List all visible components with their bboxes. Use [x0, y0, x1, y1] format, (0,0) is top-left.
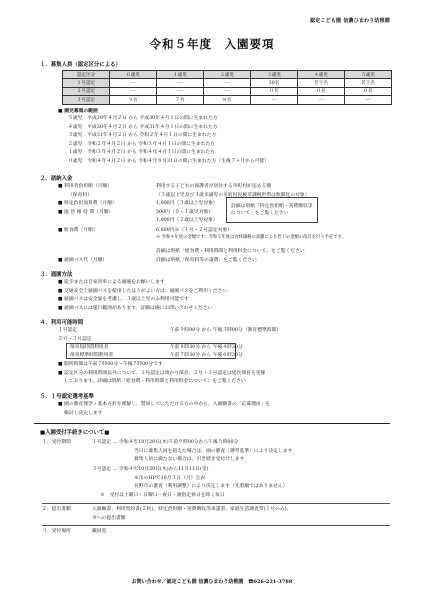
page-title: 令和５年度 入園要項 — [149, 37, 275, 51]
list-item: ■ 交通安全上通園バスを使用したほうがよい方は、通園バスをご利用ください — [58, 288, 228, 294]
hours-label: ２号・３号認定 — [58, 337, 92, 342]
fee-note: ※ 令和４年度の金額です。令和５年度は食材価格の高騰により若干の金額の改訂を行う予定です。 — [156, 235, 346, 240]
procedure-text: 長野市の審査（利用調整）により決定します（先着順ではありません） — [134, 484, 288, 489]
table-header-row — [63, 71, 392, 79]
hours-value: 午前７時30分 から 午後６時30分 — [170, 352, 243, 358]
fee-value: 500円（０・１歳児対象） — [156, 209, 214, 215]
fee-note-text: 詳細は別紙「特定負担額・実費徴収等について」をご覧ください — [231, 204, 313, 216]
table-cell: ー — [204, 79, 251, 87]
procedure-text: ※市のHPで10月３日（月）公表 — [134, 475, 206, 481]
procedure-text: 入園願書、利用契約書(２枚)、特定負担額・実費徴収等承諾書、家庭生活調査票(１号のみ)、 — [92, 507, 292, 512]
hours-label: １号認定 — [58, 328, 78, 333]
procedure-text: 職員室 — [92, 529, 107, 534]
table-cell: ８名 — [204, 96, 251, 104]
table-cell: ー — [157, 79, 204, 87]
section-3-heading: ３．通園方法 — [40, 272, 73, 278]
list-item: ■ 通園バスは安全面を考慮し、３歳以上児のみ利用可能です — [58, 297, 189, 302]
procedure-text: 募集人員に満たない場合は、引き続き受付けします — [134, 457, 245, 462]
fee-label: ■ 通園バス代（月額） — [58, 258, 108, 263]
hours-label: 保育標準時間利用者 — [70, 352, 114, 358]
hours-value: 午前９時00分 から 午後３時00分（教育標準時間） — [170, 328, 282, 333]
table-cell: ９名 — [110, 96, 157, 104]
table-cell: ７名 — [157, 96, 204, 104]
table-cell: ー — [298, 96, 345, 104]
table-cell: ー — [345, 96, 392, 104]
section-6-heading: ■入園受付手続きについて■ — [40, 430, 110, 436]
procedure-text: 当日に募集人員を超えた場合は、園の審査（選考基準）により決定します — [134, 448, 293, 454]
recruitment-table — [62, 70, 392, 105]
fee-value: 6,600円※（１号・２号認定対象） — [156, 227, 233, 233]
table-cell: 若干名 — [298, 79, 345, 87]
fee-desc: （３歳以上児及び３歳未満児の市町村民税非課税世帯は無償化の対象） — [156, 192, 310, 198]
table-cell: ２歳児 — [204, 71, 251, 79]
table-cell: ０名 — [251, 87, 298, 95]
table-row — [63, 79, 392, 87]
fee-value: 詳細は別紙「保育料等の諸費」をご覧ください — [156, 258, 257, 263]
procedure-text: 市への提出書類 — [92, 515, 126, 521]
table-cell: ４歳児 — [298, 71, 345, 79]
table-cell: 若干名 — [345, 79, 392, 87]
range-line: ５歳児 平成29年４月２日 から 平成30年４月１日の間に生まれた方 — [68, 116, 218, 121]
list-item: ■ 徒歩または自家用車による通園をお願いします — [58, 280, 165, 285]
table-cell: ー — [251, 96, 298, 104]
table-row — [63, 87, 392, 95]
table-row — [63, 96, 392, 104]
fee-desc: 利用する子どもの保護者が居住する市町村が定める額 — [156, 184, 272, 189]
fee-label: ■ 運 営 維 持 費（月額） — [58, 209, 114, 215]
procedure-label: ３．受付場所 — [42, 529, 71, 534]
table-cell: ３号認定 — [63, 96, 110, 104]
list-item: ■ 通園バスには運行範囲があります。詳細は園にお問い合わせください — [58, 305, 213, 311]
hours-label: 保育短時間利用者 — [70, 345, 109, 350]
divider — [34, 423, 390, 424]
section-1-heading: １．募集人員（認定区分による） — [40, 62, 121, 68]
range-heading: ■ 園児募集の範囲 — [58, 108, 98, 114]
section-5-heading: ５．１号認定選考基準 — [40, 394, 94, 400]
table-cell: ０名 — [298, 87, 345, 95]
table-cell: ２号認定 — [63, 87, 110, 95]
range-line: １歳児 令和３年４月２日 から 令和４年４月１日の間に生まれた方 — [68, 150, 215, 155]
fee-label: ■ 利用者負担額（月額） — [58, 184, 113, 189]
procedure-text: ３号認定 … 令和４年10月20日(木)から11月11日(金) — [92, 467, 209, 472]
fee-label: ■ 給食費（月額） — [58, 227, 98, 233]
fee-value: 1,000円（３歳以上児対象） — [156, 201, 218, 206]
range-line: ４歳児 平成30年４月２日 から 平成31年４月１日の間に生まれた方 — [68, 124, 218, 130]
table-cell: ー — [204, 87, 251, 95]
section-2-heading: ２．諸納入金 — [40, 176, 73, 182]
table-cell: 30名 — [251, 79, 298, 87]
hours-note: ■ 認定区分の利用時間以外について、１号認定は預かり保育、２号・３号認定は延長保育を実施 — [58, 370, 266, 376]
table-cell: ー — [110, 87, 157, 95]
table-cell: １号認定 — [63, 79, 110, 87]
table-cell: ー — [110, 79, 157, 87]
row-divider — [42, 503, 390, 504]
procedure-note: ※ 受付は土曜日・日曜日・祝日・園指定休日を除く毎日 — [100, 493, 225, 498]
hours-note: ■ 開所時間は午前７時00分〜午後７時00分です — [58, 362, 163, 367]
fee-label: ■ 特定負担加算費（月額） — [58, 201, 117, 206]
table-cell: １歳児 — [157, 71, 204, 79]
table-cell: ー — [157, 87, 204, 95]
range-line: ２歳児 令和２年４月２日 から 令和３年４月１日の間に生まれた方 — [68, 141, 215, 147]
table-cell: ５歳児 — [345, 71, 392, 79]
hours-value: 午前８時30分 から 午後４時30分 — [170, 345, 243, 350]
section-4-heading: ４．利用可能時間 — [40, 320, 84, 326]
hours-note: しております。詳細は別紙「給食費・利用時間と利用料金について」をご覧ください — [64, 379, 246, 384]
criteria-text: 検討し決定します — [64, 410, 103, 416]
criteria-text: ■ 園の教育理念・基本方針を理解し、賛同していただける方の中から、入園願書の「応募理由」を — [58, 402, 271, 407]
fee-value: 1,000円（２歳以上児対象） — [156, 218, 218, 223]
contact-footer: お問い合わせ／認定こども園 信濃ひまわり幼稚園 ☎026-221-3788 — [131, 579, 293, 585]
table-cell: ０名 — [345, 87, 392, 95]
table-cell: 認定区分 — [63, 71, 110, 79]
row-divider — [42, 525, 390, 526]
school-name-header: 認定こども園 信濃ひまわり幼稚園 — [310, 18, 390, 24]
table-cell: ３歳児 — [251, 71, 298, 79]
range-line: ３歳児 平成31年４月２日 から 令和２年４月１日の間に生まれた方 — [68, 133, 217, 138]
procedure-label: １．受付期間 — [42, 440, 71, 445]
fee-note-box — [226, 197, 318, 223]
fee-note: 詳細は別紙「給食費・利用時間と利用料金について」をご覧ください — [156, 249, 305, 254]
fee-sub: （保育料） — [68, 192, 92, 198]
procedure-label: ２．提出書類 — [42, 507, 71, 512]
procedure-text: １号認定 … 令和４年10月20日(木)午前９時00分から午後５時00分 — [92, 440, 239, 445]
table-cell: ０歳児 — [110, 71, 157, 79]
range-line: ０歳児 令和４年４月２日 から 令和４年８月31日の間に生まれた方（生後７ヶ月から可能） — [68, 158, 270, 164]
